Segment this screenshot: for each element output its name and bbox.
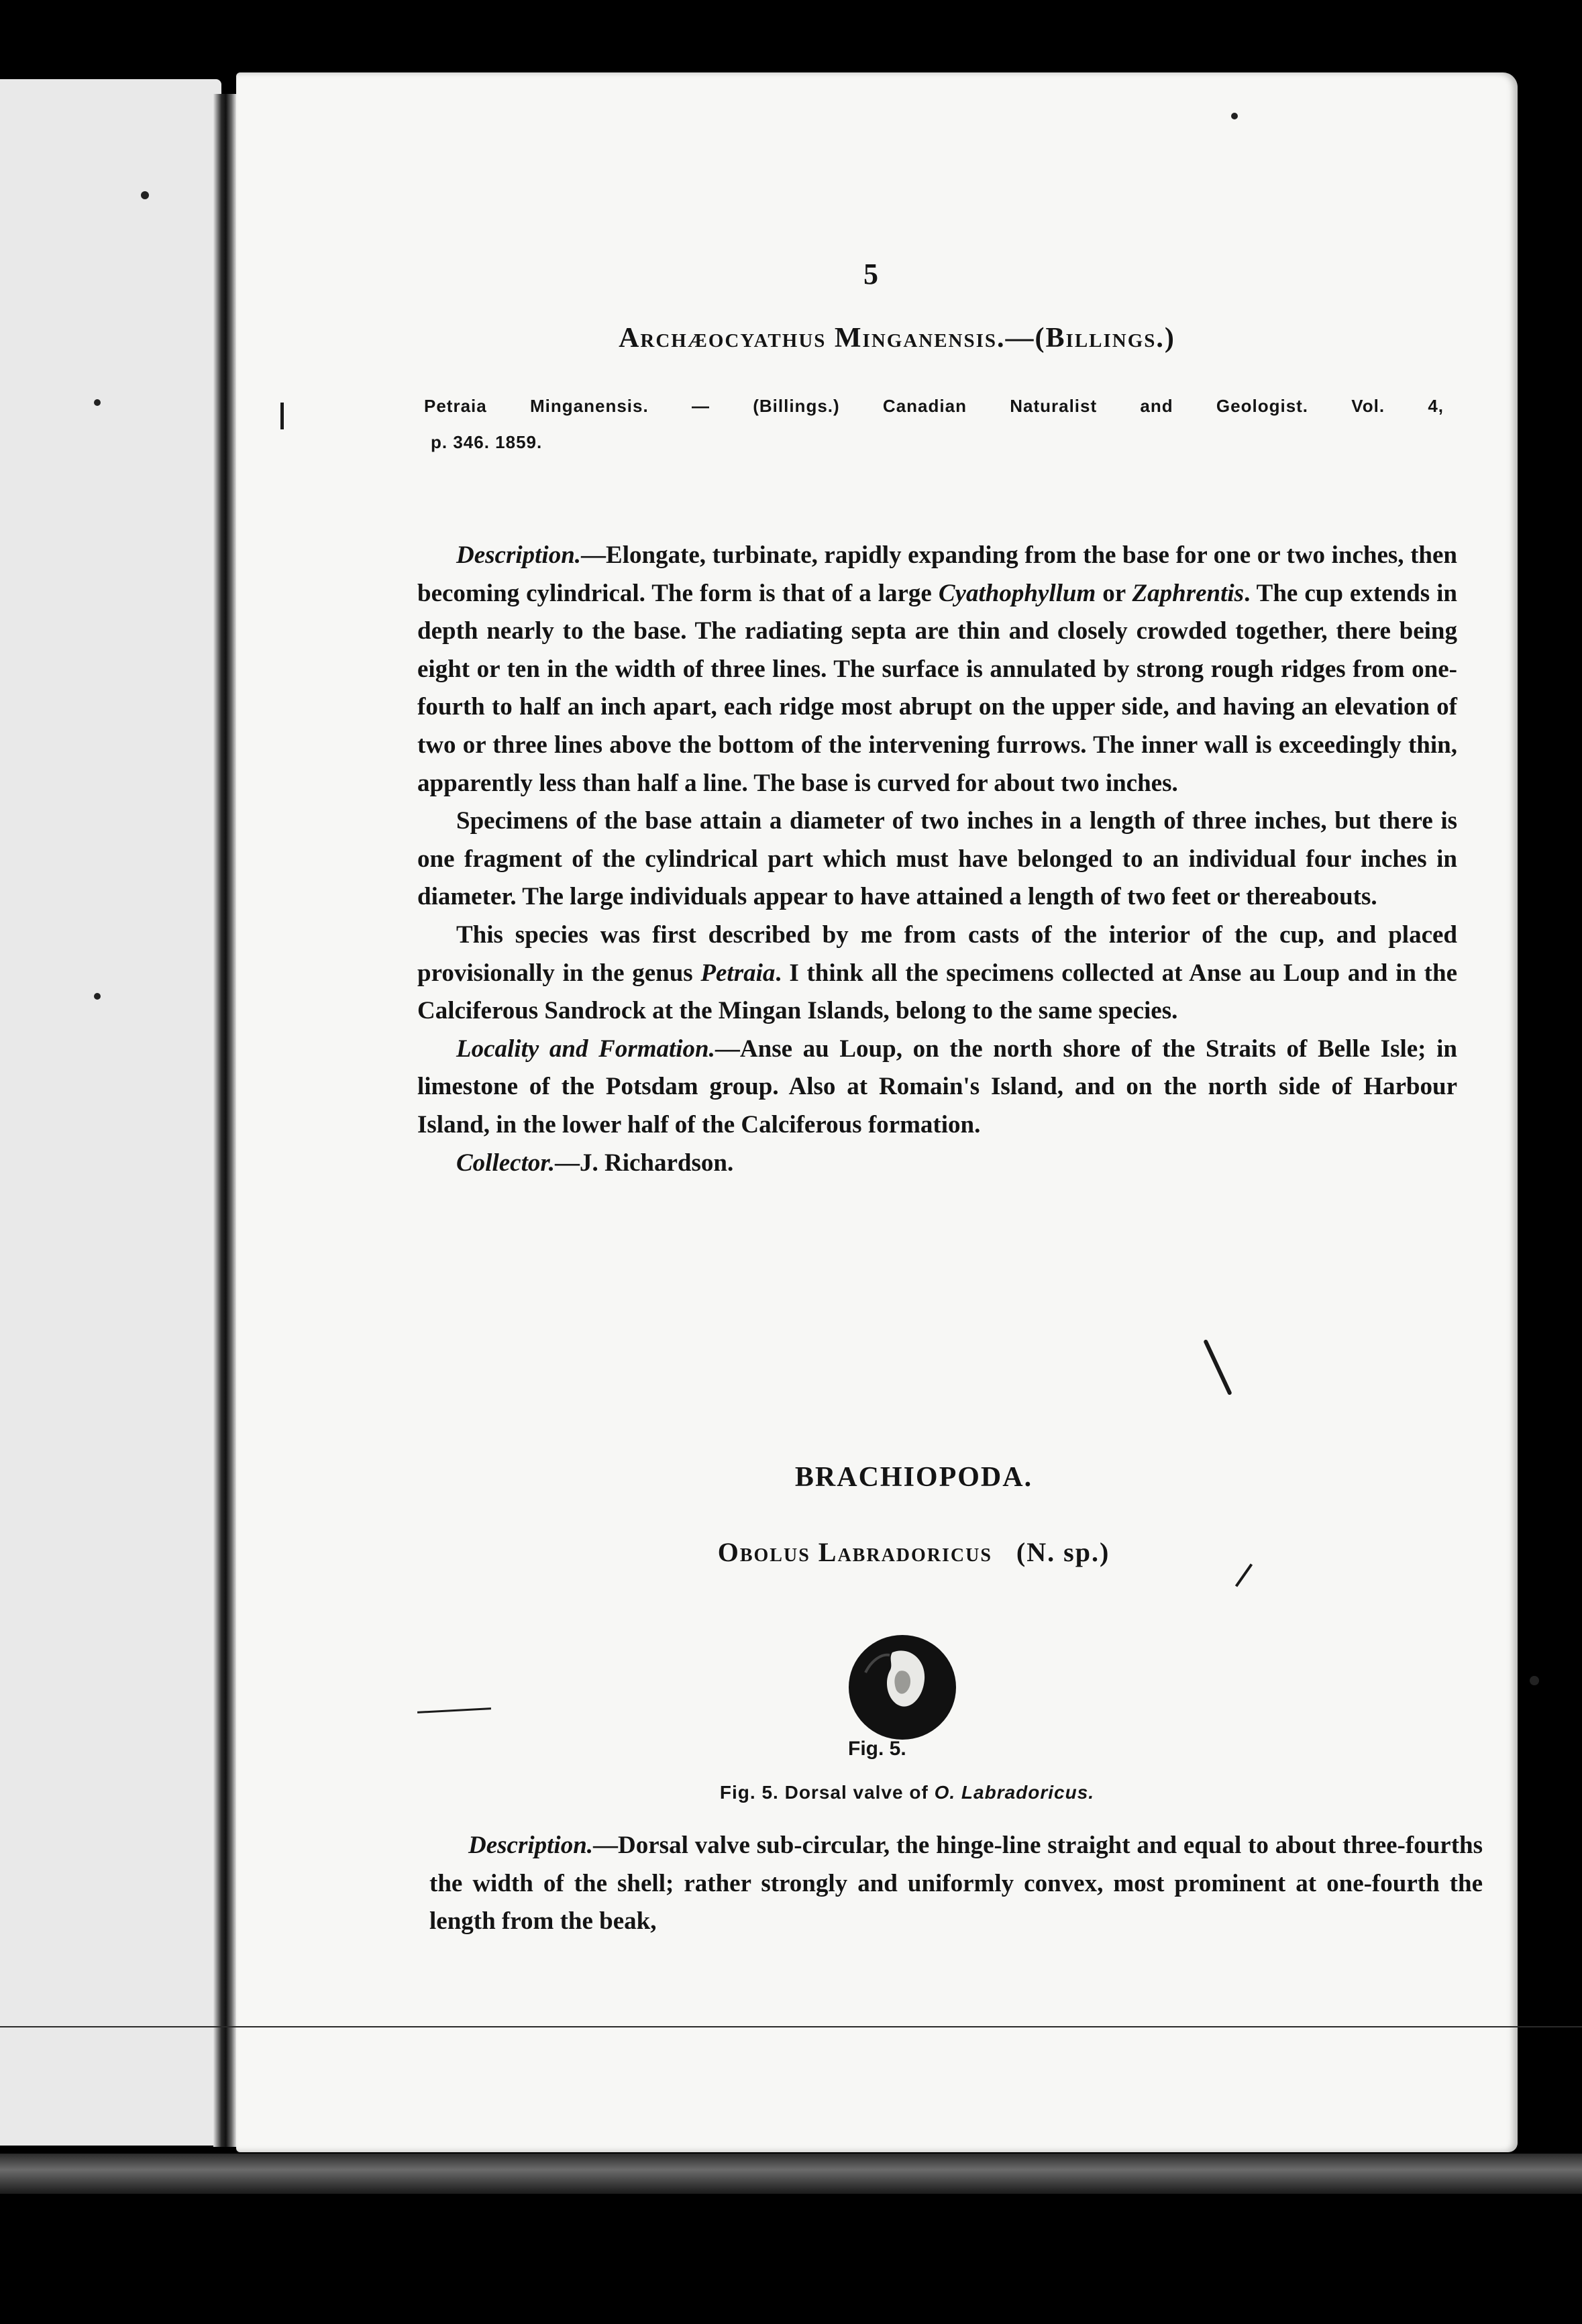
locality-label: Locality and Formation. <box>456 1035 715 1063</box>
film-bottom-edge <box>0 2154 1582 2194</box>
scanned-page <box>236 72 1518 2152</box>
synonymy-line-1: Petraia Minganensis. — (Billings.) Canadian Naturalist and Geologist. Vol. 4, <box>424 396 1444 416</box>
genus-zaphrentis: Zaphrentis <box>1132 579 1245 607</box>
description-2-block <box>429 1827 1483 1941</box>
page-number: 5 <box>863 258 878 290</box>
page-content <box>236 72 1518 2152</box>
description-label: Description. <box>456 541 582 569</box>
scan-line <box>0 2026 1582 2027</box>
scan-streak <box>417 1707 491 1713</box>
specimens-paragraph: Specimens of the base attain a diameter of two inches in a length of three inches, but there is one fragment of the cylindrical part which must have belonged to an individual four inches in diameter. The large individuals appear to have attained a length of two feet or thereabouts. <box>417 807 1457 911</box>
description-2-paragraph: Description.—Dorsal valve sub-circular, the hinge-line straight and equal to about three-fourths the width of the shell; rather strongly and uniformly convex, most prominent at one-fourth the length from the beak, <box>429 1832 1483 1936</box>
main-text-block <box>417 537 1457 1182</box>
locality-paragraph: Locality and Formation.—Anse au Loup, on the north shore of the Straits of Belle Isle; in limestone of the Potsdam group. Also at Romain's Island, and on the north side of Harbour Island, in the lower half of the Calciferous formation. <box>417 1035 1457 1139</box>
margin-mark <box>280 403 284 429</box>
synonymy-line-2: p. 346. 1859. <box>431 432 543 452</box>
species-2-title: Obolus Labradoricus (N. sp.) <box>717 1537 1110 1567</box>
genus-cyathophyllum: Cyathophyllum <box>938 579 1096 607</box>
dust-speck <box>94 399 101 406</box>
dust-speck <box>1530 1676 1539 1685</box>
book-gutter <box>213 94 236 2147</box>
species-paragraph: This species was first described by me from casts of the interior of the cup, and placed provisionally in the genus Petraia. I think all the specimens collected at Anse au Loup and in the Calciferous Sandrock at the Mingan Islands, belong to the same species. <box>417 920 1457 1025</box>
fossil-shell-illustration <box>845 1632 959 1743</box>
genus-petraia: Petraia <box>700 959 776 987</box>
synonymy-reference <box>424 388 1444 460</box>
figure-caption: Fig. 5. Dorsal valve of O. Labradoricus. <box>719 1782 1095 1803</box>
figure-label: Fig. 5. <box>848 1738 906 1760</box>
dust-speck <box>94 993 101 1000</box>
species-title: Archæocyathus Minganensis.—(Billings.) <box>619 323 1175 354</box>
pencil-mark <box>1203 1339 1232 1395</box>
collector-paragraph: Collector.—J. Richardson. <box>456 1149 734 1177</box>
dust-speck <box>141 191 149 199</box>
collector-label: Collector. <box>456 1149 555 1177</box>
dust-speck <box>1231 113 1238 119</box>
facing-page-edge <box>0 79 221 2146</box>
description-2-label: Description. <box>468 1832 594 1859</box>
description-paragraph: Description.—Elongate, turbinate, rapidly expanding from the base for one or two inches, then becoming cylindrical. The form is that of a large Cyathophyllum or Zaphrentis. The cup extends in depth nearly to the base. The radiating septa are thin and closely crowded together, there being eight or ten in the width of three lines. The surface is annulated by strong rough ridges from one-fourth to half an inch apart, each ridge most abrupt on the upper side, and having an elevation of two or three lines above the bottom of the intervening furrows. The inner wall is exceedingly thin, apparently less than half a line. The base is curved for about two inches. <box>417 541 1457 797</box>
section-heading: BRACHIOPODA. <box>794 1462 1033 1493</box>
